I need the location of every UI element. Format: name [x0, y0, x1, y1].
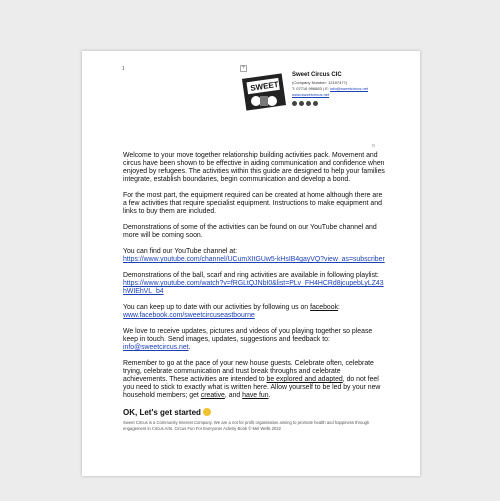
youtube-text: You can find our YouTube channel at:	[123, 248, 238, 255]
twitter-icon[interactable]	[306, 101, 311, 106]
header-website-link[interactable]: www.sweetcircus.net	[292, 92, 330, 97]
footer-note: Sweet Circus is a Community Interest Company. We are a not for profit organisation aiming to promote health and happiness through engagement in Circus Arts. Circus Fun For Everyone! Activity Book © Mel Wells 2022	[123, 420, 370, 431]
logo-text: SWEET	[249, 79, 280, 93]
feedback-email-link[interactable]: info@sweetcircus.net	[123, 344, 189, 351]
intro-paragraph: Welcome to your move together relationship building activities pack. Movement and circus have been shown to be effective in aiding communication and confidence when enjoyed by refugees. The activities within this guide are designed to help your families integrate, establish boundaries, begin communication and develop a bond.	[123, 152, 385, 183]
small-mark: o	[372, 143, 375, 149]
playlist-paragraph	[123, 272, 385, 296]
remember-text-a: Remember to go at the pace of your new house guests. Celebrate often, celebrate trying, celebrate communication and trust break throughs and celebrate achievements. These activities are intended to	[123, 360, 374, 383]
remember-paragraph	[123, 360, 385, 400]
equipment-paragraph: For the most part, the equipment required can be created at home although there are a few activities that require specialist equipment. Instructions to make equipment and links to buy them are included.	[123, 192, 383, 215]
remember-text-b: , do not feel you need to stick to exactly what is written here. Allow yourself to be led by your new household members; get	[123, 376, 381, 399]
social-icons	[292, 101, 412, 106]
smiley-emoji-icon	[203, 408, 211, 416]
youtube-icon[interactable]	[299, 101, 304, 106]
start-heading	[123, 408, 385, 417]
creative-word: creative	[200, 392, 225, 399]
facebook-link[interactable]: www.facebook.com/sweetcircuseastbourne	[123, 312, 255, 319]
logo-icon	[242, 70, 288, 116]
start-heading-text: OK, Let's get started	[123, 408, 201, 417]
feedback-text: We love to receive updates, pictures and videos of you playing together so please keep in touch. Send images, updates, suggestions and feedback to:	[123, 328, 373, 343]
body-text	[123, 152, 385, 431]
remember-text-d: .	[268, 392, 271, 399]
plus-mark: +	[241, 65, 246, 71]
facebook-paragraph: You can keep up to date with our activities by following us on facebook: www.facebook.com/sweetcircuseastbourne	[123, 304, 340, 319]
playlist-link[interactable]: https://www.youtube.com/watch?v=fRGLtQJNbI0&list=PLv_FH4HCRd8jcupebLyLZ43hWIEhVL_b4	[123, 280, 384, 295]
company-number: (Company Number: 12197477)	[292, 80, 348, 85]
demonstrations-paragraph: Demonstrations of some of the activities can be found on our YouTube channel and more will be coming soon.	[123, 224, 377, 239]
playlist-text: Demonstrations of the ball, scarf and ring activities are available in following playlist:	[123, 272, 379, 279]
header-email-link[interactable]: info@sweetcircus.net	[329, 86, 369, 91]
page-number: 1	[122, 66, 125, 72]
phone-text: T: 07716 996883 | E:	[292, 86, 330, 91]
facebook-word: facebook	[310, 304, 339, 311]
org-name: Sweet Circus CIC	[292, 72, 342, 78]
document-page	[82, 51, 420, 476]
feedback-paragraph: We love to receive updates, pictures and videos of you playing together so please keep in touch. Send images, updates, suggestions and feedback to: info@sweetcircus.net.	[123, 328, 373, 351]
youtube-paragraph	[123, 248, 385, 264]
facebook-icon[interactable]	[292, 101, 297, 106]
org-details	[292, 72, 412, 106]
explored-adapted: be explored and adapted	[266, 376, 343, 383]
youtube-channel-link[interactable]: https://www.youtube.com/channel/UCumXItGUw5-kHsIB4gayVQ?view_as=subscriber	[123, 256, 385, 263]
facebook-text: You can keep up to date with our activities by following us on	[123, 304, 311, 311]
instagram-icon[interactable]	[313, 101, 318, 106]
have-fun-word: have fun	[242, 392, 269, 399]
website-line	[292, 92, 412, 98]
remember-text-c: , and	[224, 392, 243, 399]
